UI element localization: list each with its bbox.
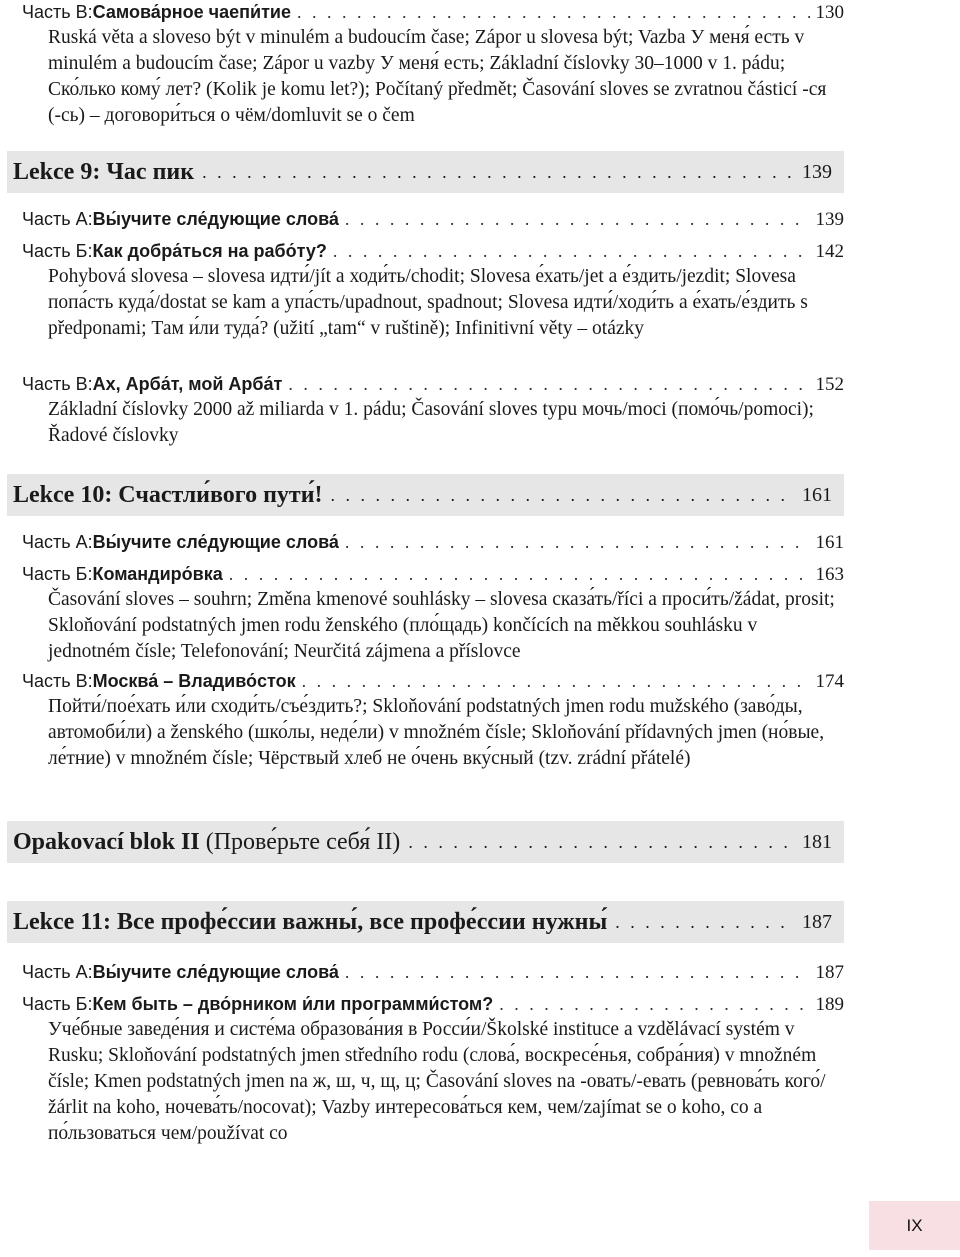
leader-dots [499,992,809,1016]
part-label: Часть Б: [22,994,93,1014]
part-label: Часть В: [22,671,93,691]
part-title: Самова́рное чаепи́тие [92,2,291,22]
lesson-11-header [7,901,844,943]
part-description: Pohybová slovesa – slovesa идти́/jít a ходи́ть/chodit; Slovesa е́хать/jet a е́здить/jezdit; Slovesa попа́сть куда́/dostat se kam a упа́сть/upadnout, spadnout; Slovesa идти́/ходи́ть a е́хать/е́здить s předponami; Там и́ли туда́? (užití „tam“ v ruštině); Infinitivní věty – otázky [48,266,808,339]
part-label: Часть А: [22,532,93,552]
lesson-9-header [7,151,844,193]
leader-dots [333,239,810,263]
toc-entry-l9-part-a [22,207,844,232]
review-title: Opakovací blok II [13,828,200,855]
lesson-title: Lekce 11: Все профе́ссии важны́, все профе́ссии нужны́ [13,908,608,935]
leader-dots [202,162,794,183]
part-title: Вы́учите сле́дующие слова́ [92,209,339,229]
leader-dots [288,372,809,396]
page-folio: IX [869,1201,960,1250]
page-number: 139 [815,209,844,230]
page-number: 189 [815,994,844,1015]
part-description: Уче́бные заведе́ния и систе́ма образова́ния в Росси́и/Školské instituce a vzdělávací systém v Rusku; Skloňování podstatných jmen středního rodu (слова́, воскресе́нья, собра́ния) v množném čísle; Kmen podstatných jmen na ж, ш, ч, щ, ц; Časování sloves na -овать/-евать (ревнова́ть кого́/žárlit na koho, ночева́ть/nocovat); Vazby интересова́ться кем, чем/zajímat se o koho, co a по́льзоваться чем/používat co [48,1019,826,1144]
page-number: 161 [802,483,832,506]
page-number: 187 [815,962,844,983]
part-title: Командиро́вка [92,564,223,584]
part-label: Часть В: [22,2,93,22]
toc-entry-l10-part-v [22,669,844,772]
leader-dots [408,832,794,853]
part-description: Пойти́/пое́хать и́ли сходи́ть/съе́здить?; Skloňování podstatných jmen rodu mužského (заво́ды, автомоби́ли) a ženského (шко́лы, неде́ли) v množném čísle; Skloňování přídavných jmen (но́вые, ле́тние) v množném čísle; Чёрствый хлеб не о́чень вку́сный (tzv. zrádní přátelé) [48,696,825,769]
leader-dots [331,485,794,506]
part-label: Часть В: [22,374,93,394]
leader-dots [345,960,810,984]
lesson-title: Lekce 9: Час пик [13,158,195,185]
page-number: 181 [802,830,832,853]
toc-entry-l10-part-a [22,530,844,555]
part-description: Časování sloves – souhrn; Změna kmenové souhlásky – slovesa сказа́ть/říci a проси́ть/žádat, prosit; Skloňování podstatných jmen rodu ženského (пло́щадь) končících na měkkou souhlásku v jednotném čísle; Telefonování; Neurčitá zájmena a příslovce [48,589,835,662]
part-label: Часть Б: [22,564,93,584]
toc-entry-l8-part-v [22,0,844,129]
toc-entry-l9-part-v [22,372,844,449]
toc-entry-l11-part-a [22,960,844,985]
page-number: 152 [815,374,844,395]
review-title-extra: (Прове́рьте себя́ II) [199,828,401,855]
page-number: 161 [815,532,844,553]
leader-dots [297,0,810,24]
part-title: Вы́учите сле́дующие слова́ [92,962,339,982]
lesson-10-header [7,474,844,516]
leader-dots [615,912,794,933]
part-description: Základní číslovky 2000 až miliarda v 1. pádu; Časování sloves typu мочь/moci (помо́чь/pomoci); Řadové číslovky [48,399,814,446]
part-description: Ruská věta a sloveso být v minulém a budoucím čase; Zápor u slovesa být; Vazba У меня́ есть v minulém a budoucím čase; Zápor u vazby У меня́ есть; Základní číslovky 30–1000 v 1. pádu; Ско́лько кому́ лет? (Kolik je komu let?); Počítaný předmět; Časování sloves se zvratnou částicí -ся (-сь) – договори́ться о чём/domluvit se o čem [48,27,827,126]
lesson-title: Lekce 10: Счастли́вого пути́! [13,481,323,508]
page-number: 187 [802,910,832,933]
part-title: Вы́учите сле́дующие слова́ [92,532,339,552]
leader-dots [229,562,810,586]
part-label: Часть Б: [22,241,93,261]
part-title: Кем быть – дво́рником и́ли программи́стом? [92,994,494,1014]
part-title: Москва́ – Владиво́сток [92,671,296,691]
toc-entry-l10-part-b [22,562,844,665]
leader-dots [302,669,810,693]
part-title: Как добра́ться на рабо́ту? [92,241,327,261]
part-label: Часть А: [22,962,93,982]
page-number: 174 [815,671,844,692]
leader-dots [345,207,810,231]
toc-entry-l9-part-b [22,239,844,342]
part-label: Часть А: [22,209,93,229]
page-number: 163 [815,564,844,585]
page-number: 130 [815,2,844,23]
toc-entry-l11-part-b [22,992,844,1147]
review-block-header [7,821,844,863]
page-number: 142 [815,241,844,262]
leader-dots [345,530,810,554]
part-title: Ах, Арба́т, мой Арба́т [92,374,283,394]
page-number: 139 [802,160,832,183]
